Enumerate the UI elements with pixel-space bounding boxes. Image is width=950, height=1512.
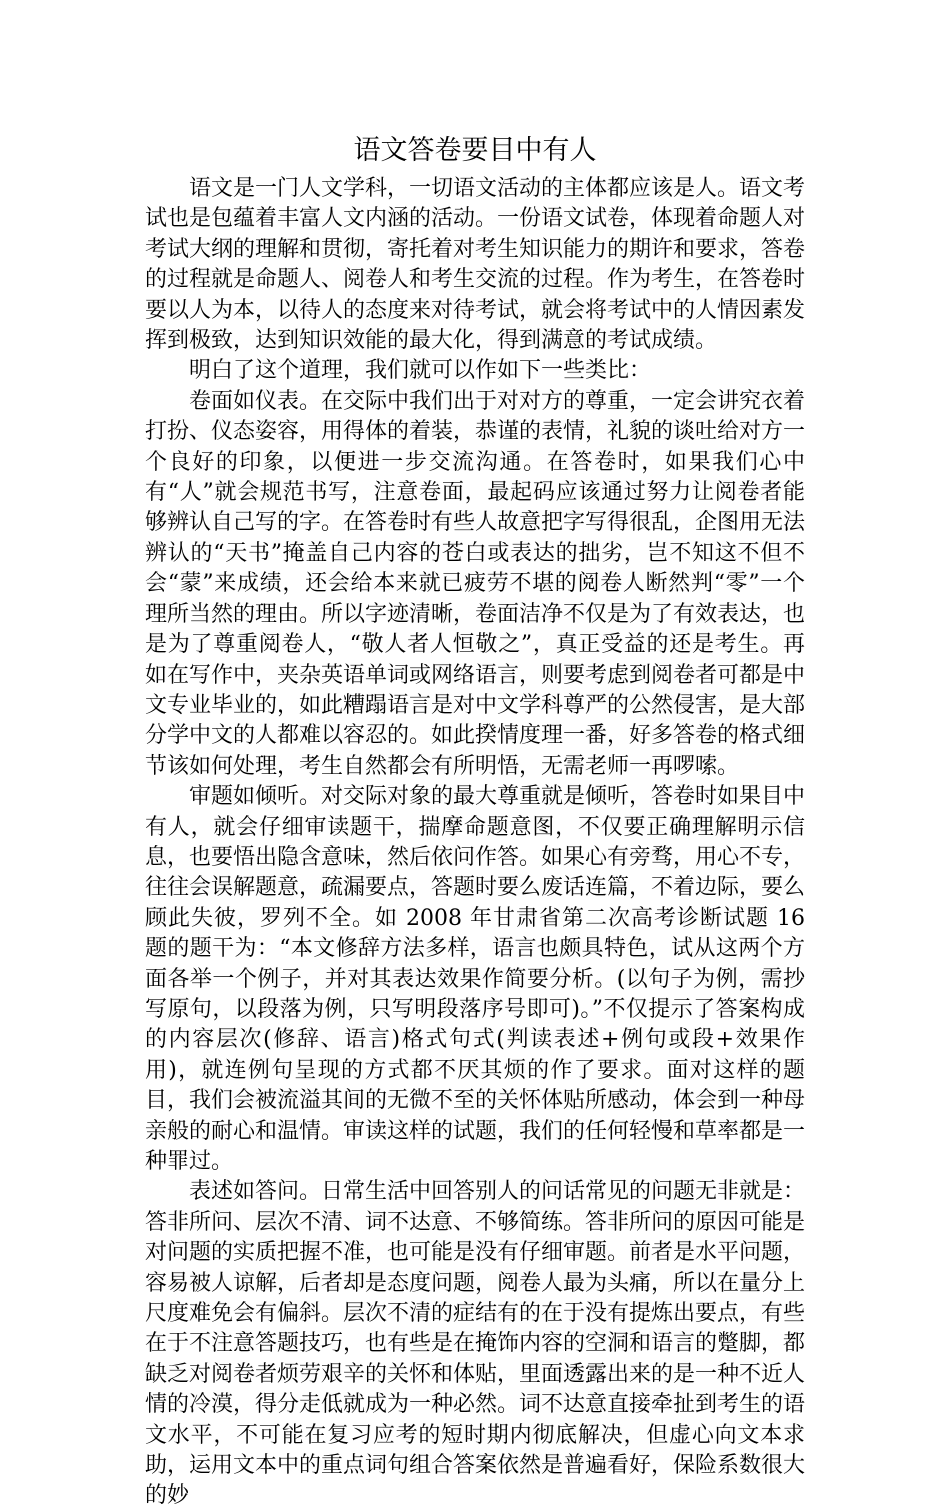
paragraph-intro: 语文是一门人文学科，一切语文活动的主体都应该是人。语文考试也是包蕴着丰富人文内涵的活动。一份语文试卷，体现着命题人对考试大纲的理解和贯彻，寄托着对考生知识能力的期许和要求，答卷的过程就是命题人、阅卷人和考生交流的过程。作为考生，在答卷时要以人为本，以待人的态度来对待考试，就会将考试中的人情因素发挥到极致，达到知识效能的最大化，得到满意的考试成绩。: [145, 176, 806, 354]
document-page: [145, 128, 805, 1512]
paragraph-reading-question: 审题如倾听。对交际对象的最大尊重就是倾听，答卷时如果目中有人，就会仔细审读题干，揣摩命题意图，不仅要正确理解明示信息，也要悟出隐含意味，然后依问作答。如果心有旁骛，用心不专，往往会误解题意，疏漏要点，答题时要么废话连篇，不着边际，要么顾此失彼，罗列不全。如 2008 年甘肃省第二次高考诊断试题 16 题的题干为：“本文修辞方法多样，语言也颇具特色，试从这两个方面各举一个例子，并对其表达效果作简要分析。(以句子为例，需抄写原句，以段落为例，只写明段落序号即可)。”不仅提示了答案构成的内容层次(修辞、语言)格式句式(判读表述+例句或段+效果作用)，就连例句呈现的方式都不厌其烦的作了要求。面对这样的题目，我们会被流溢其间的无微不至的关怀体贴所感动，体会到一种母亲般的耐心和温情。审读这样的试题，我们的任何轻慢和草率都是一种罪过。: [145, 784, 806, 1174]
paragraph-analogy-lead: 明白了这个道理，我们就可以作如下一些类比：: [189, 358, 652, 384]
paragraph-expression: 表述如答问。日常生活中回答别人的问话常见的问题无非就是：答非所问、层次不清、词不达意、不够简练。答非所问的原因可能是对问题的实质把握不准，也可能是没有仔细审题。前者是水平问题，容易被人谅解，后者却是态度问题，阅卷人最为头痛，所以在量分上尺度难免会有偏斜。层次不清的症结有的在于没有提炼出要点，有些在于不注意答题技巧，也有些是在掩饰内容的空洞和语言的蹩脚，都缺乏对阅卷者烦劳艰辛的关怀和体贴，里面透露出来的是一种不近人情的冷漠，得分走低就成为一种必然。词不达意直接牵扯到考生的语文水平，不可能在复习应考的短时期内彻底解决，但虚心向文本求助，运用文本中的重点词句组合答案依然是普遍看好，保险系数很大的妙: [145, 1179, 806, 1509]
paragraph-appearance: 卷面如仪表。在交际中我们出于对对方的尊重，一定会讲究衣着打扮、仪态姿容，用得体的着装，恭谨的表情，礼貌的谈吐给对方一个良好的印象，以便进一步交流沟通。在答卷时，如果我们心中有“人”就会规范书写，注意卷面，最起码应该通过努力让阅卷者能够辨认自己写的字。在答卷时有些人故意把字写得很乱，企图用无法辨认的“天书”掩盖自己内容的苍白或表达的拙劣，岂不知这不但不会“蒙”来成绩，还会给本来就已疲劳不堪的阅卷人断然判“零”一个理所当然的理由。所以字迹清晰，卷面洁净不仅是为了有效表达，也是为了尊重阅卷人，“敬人者人恒敬之”，真正受益的还是考生。再如在写作中，夹杂英语单词或网络语言，则要考虑到阅卷者可都是中文专业毕业的，如此糟蹋语言是对中文学科尊严的公然侵害，是大部分学中文的人都难以容忍的。如此揆情度理一番，好多答卷的格式细节该如何处理，考生自然都会有所明悟，无需老师一再啰嗦。: [145, 388, 806, 779]
document-title: 语文答卷要目中有人: [353, 135, 597, 166]
